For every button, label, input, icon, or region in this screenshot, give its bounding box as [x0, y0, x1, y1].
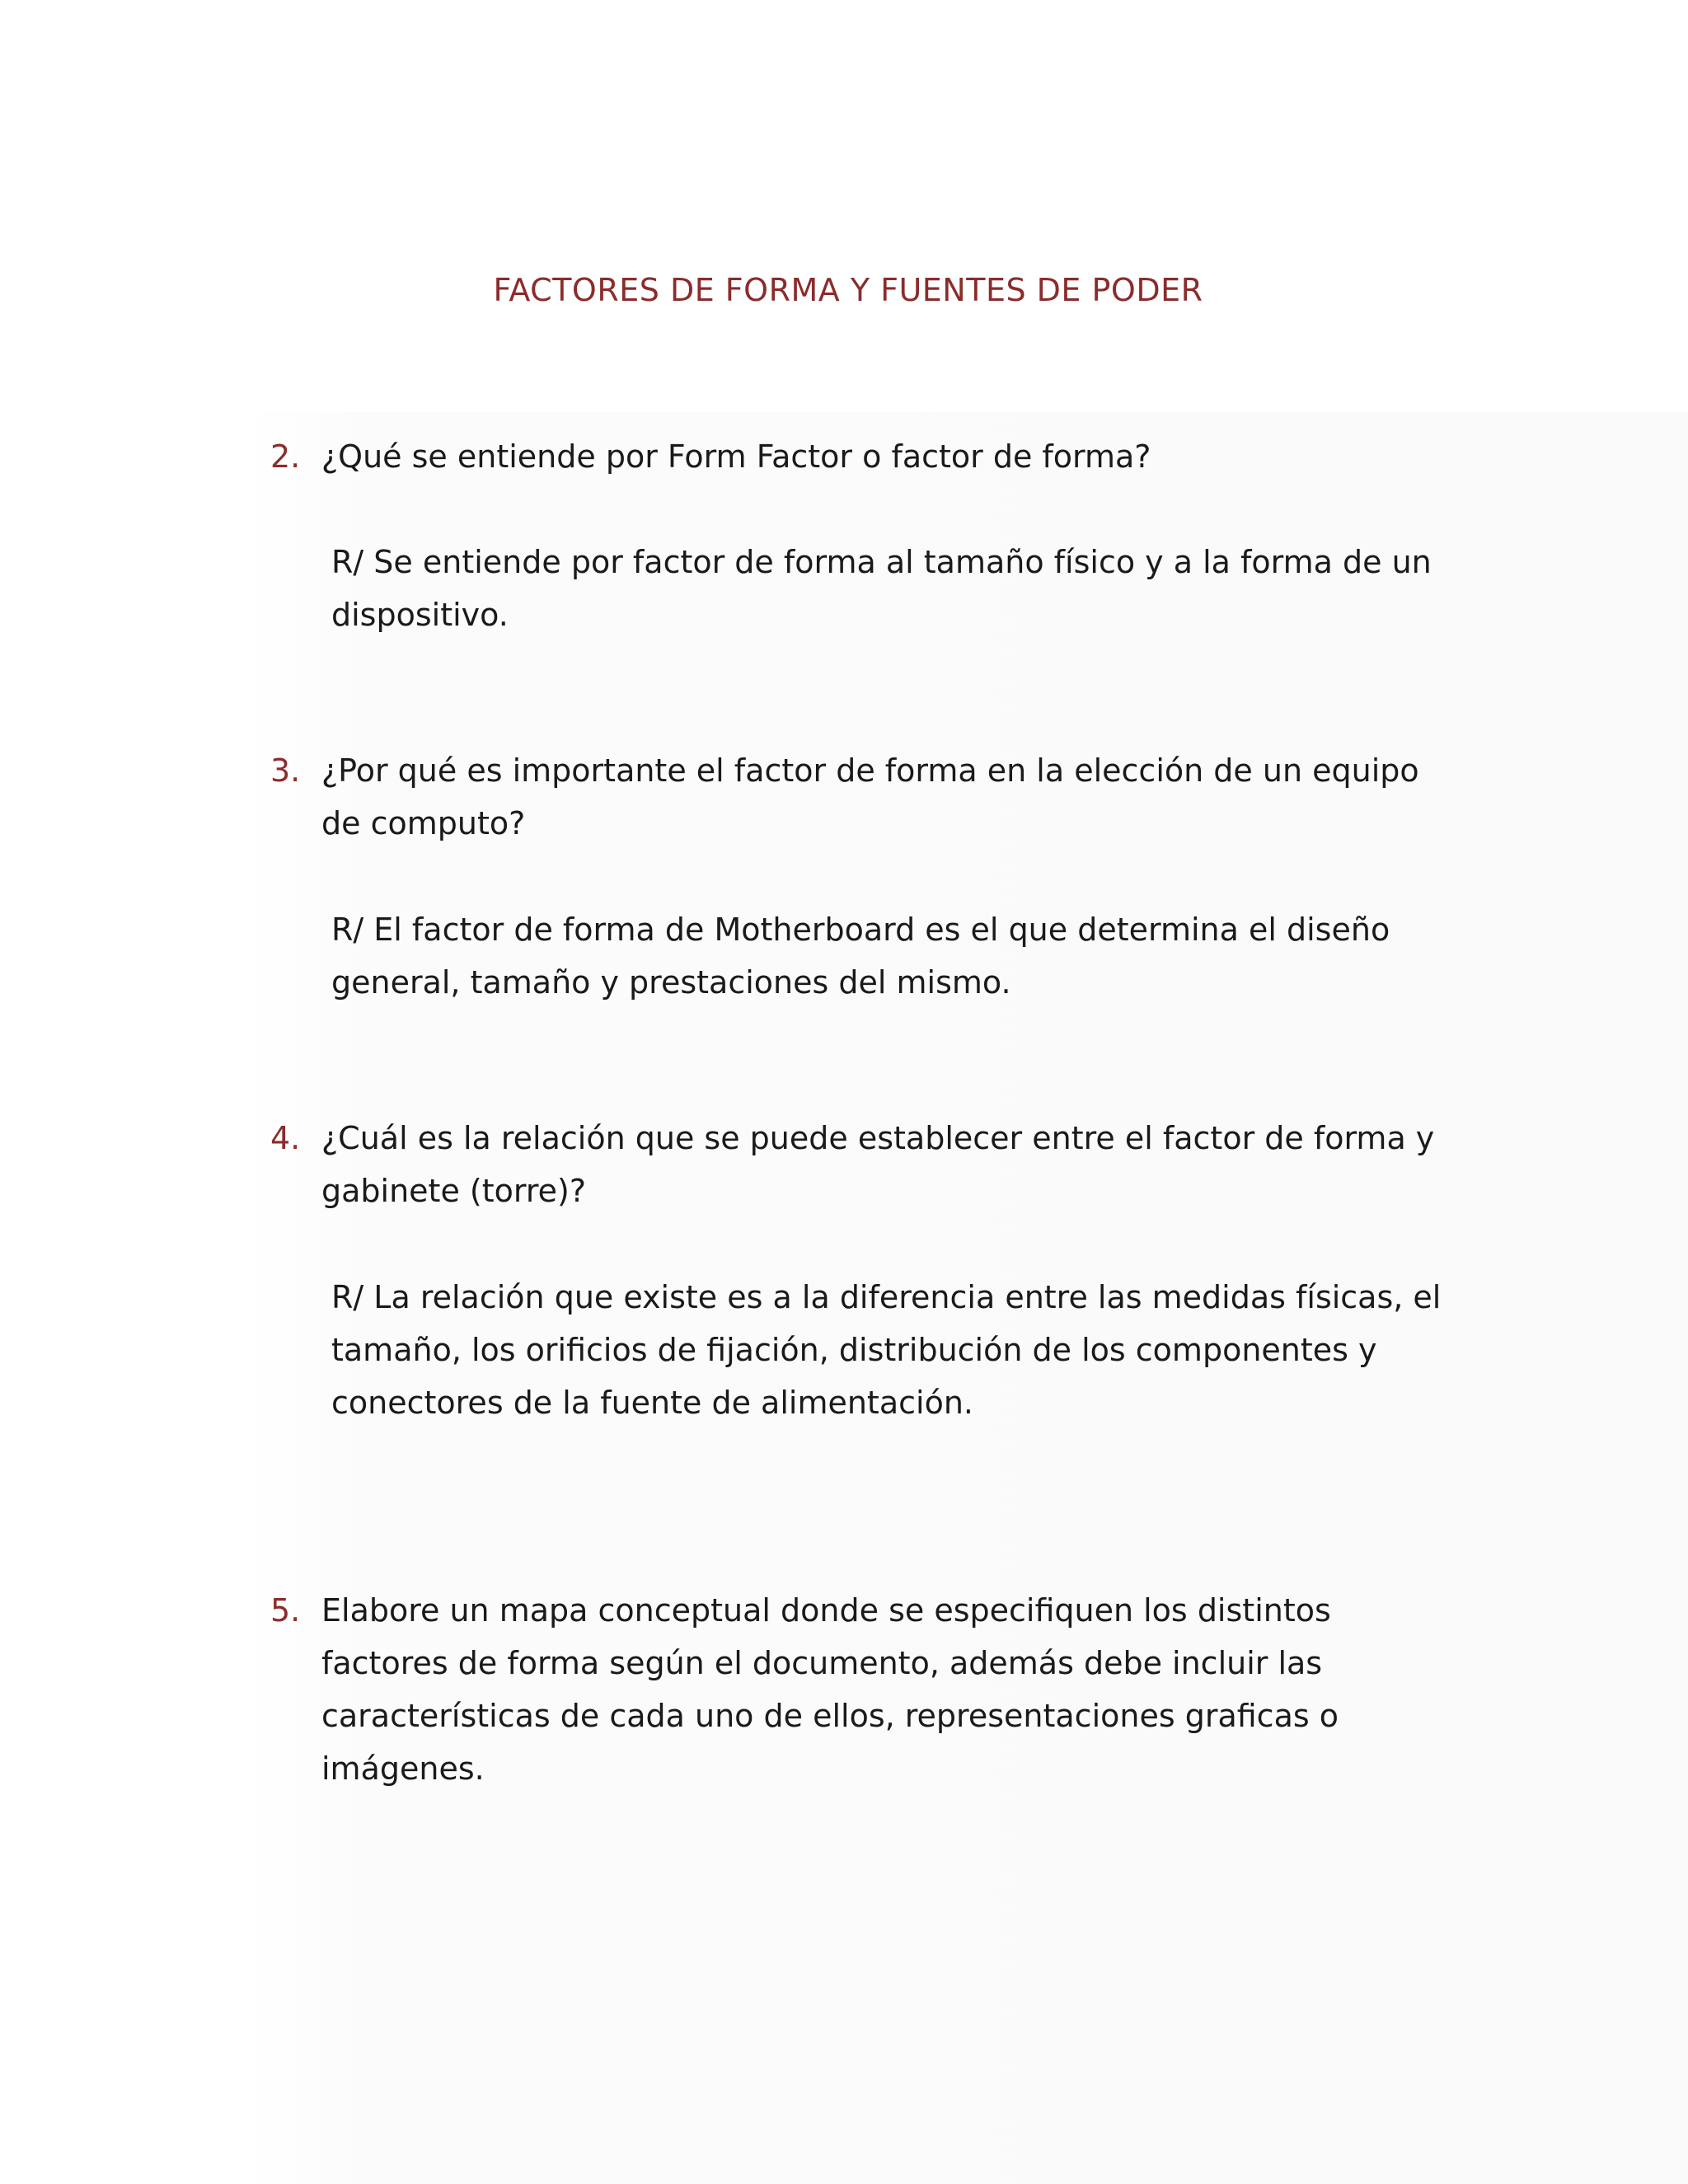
question-number: 3.	[270, 752, 301, 789]
answer-2: R/ Se entiende por factor de forma al tamaño físico y a la forma de un dispositivo.	[331, 544, 1432, 633]
question-4	[270, 1112, 1457, 1217]
question-text: Elabore un mapa conceptual donde se especifiquen los distintos factores de forma según el documento, además debe incluir las características de cada uno de ellos, representaciones graficas o imágenes.	[321, 1592, 1339, 1787]
question-number: 2.	[270, 438, 301, 475]
answer-3: R/ El factor de forma de Motherboard es el que determina el diseño general, tamaño y prestaciones del mismo.	[331, 912, 1390, 1001]
question-5	[270, 1584, 1457, 1795]
question-2	[270, 430, 1457, 483]
question-text: ¿Cuál es la relación que se puede establecer entre el factor de forma y gabinete (torre)?	[321, 1120, 1435, 1209]
question-3	[270, 744, 1457, 850]
document-title: FACTORES DE FORMA Y FUENTES DE PODER	[493, 272, 1203, 308]
question-number: 5.	[270, 1592, 301, 1629]
question-number: 4.	[270, 1120, 301, 1156]
question-text: ¿Por qué es importante el factor de forma en la elección de un equipo de computo?	[321, 752, 1419, 841]
question-text: ¿Qué se entiende por Form Factor o factor de forma?	[321, 438, 1151, 475]
answer-4: R/ La relación que existe es a la diferencia entre las medidas físicas, el tamaño, los orificios de fijación, distribución de los componentes y conectores de la fuente de alimentación.	[331, 1279, 1442, 1421]
